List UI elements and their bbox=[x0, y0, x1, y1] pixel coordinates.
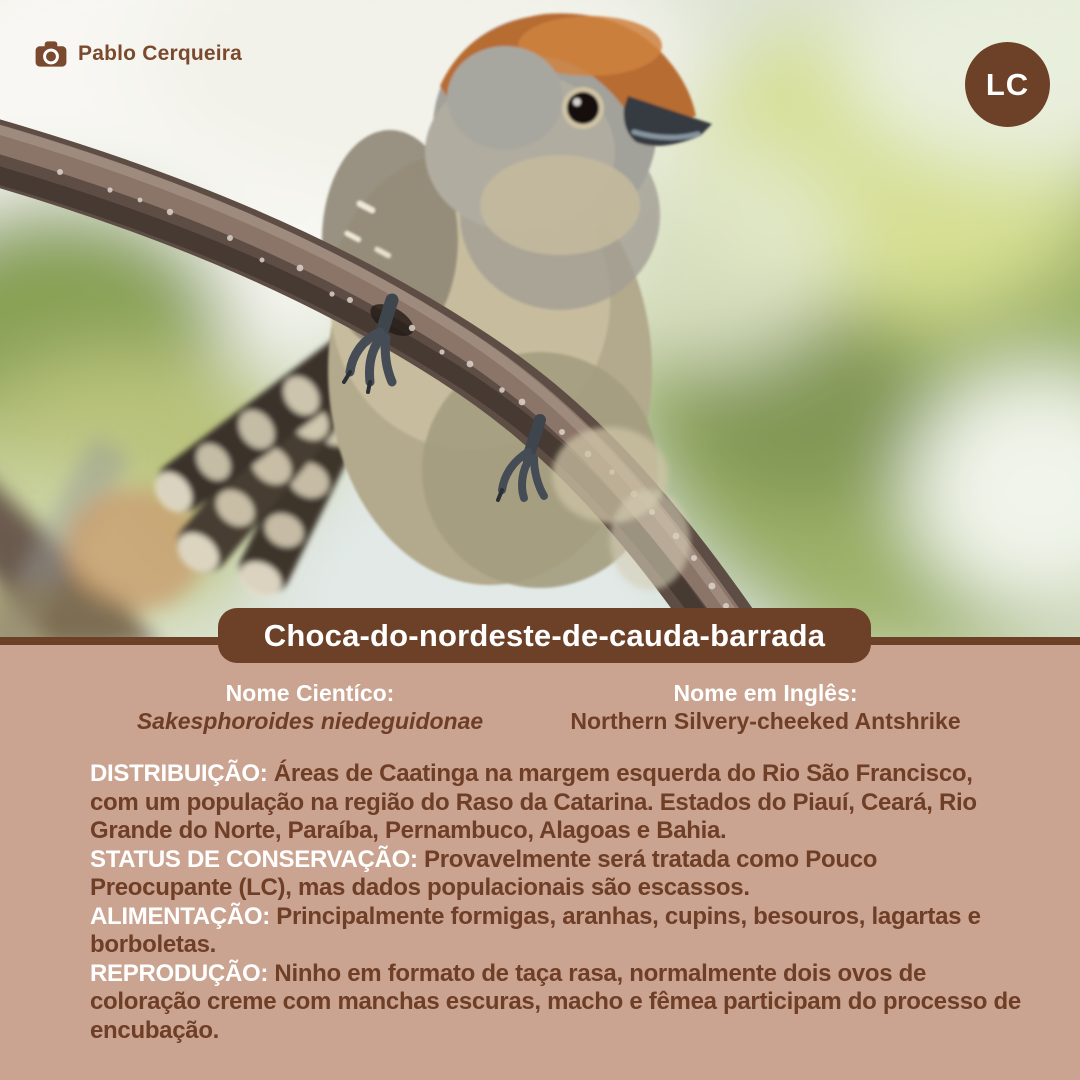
photo-credit bbox=[34, 40, 242, 68]
section-2-label: ALIMENTAÇÃO: bbox=[90, 902, 270, 930]
title-banner bbox=[218, 608, 871, 663]
section-2 bbox=[90, 903, 1022, 960]
section-1-text: Provavelmente será tratada como Pouco Preocupante (LC), mas dados populacionais são escassos. bbox=[90, 845, 878, 901]
english-name-block bbox=[538, 679, 993, 735]
section-0-label: DISTRIBUIÇÃO: bbox=[90, 760, 268, 787]
section-3-label: REPRODUÇÃO: bbox=[90, 959, 269, 987]
bird-common-name: Choca-do-nordeste-de-cauda-barrada bbox=[263, 617, 826, 653]
english-name-label: Nome em Inglês: bbox=[673, 680, 858, 706]
section-2-text: Principalmente formigas, aranhas, cupins, besouros, lagartas e borboletas. bbox=[90, 902, 981, 958]
info-sections bbox=[90, 760, 1022, 1045]
section-3 bbox=[90, 960, 1022, 1046]
section-3-text: Ninho em formato de taça rasa, normalmente dois ovos de coloração creme com manchas escuras, macho e fêmea participam do processo de encubação. bbox=[90, 959, 1021, 1044]
scientific-name-block bbox=[80, 679, 540, 735]
section-0-text: Áreas de Caatinga na margem esquerda do Rio São Francisco, com um população na região do Raso da Catarina. Estados do Piauí, Ceará, Rio Grande do Norte, Paraíba, Pernambuco, Alagoas e Bahia. bbox=[90, 760, 977, 844]
conservation-status-label: LC bbox=[985, 66, 1030, 102]
camera-icon bbox=[34, 40, 68, 68]
section-1-label: STATUS DE CONSERVAÇÃO: bbox=[90, 845, 418, 873]
section-0 bbox=[90, 760, 1022, 846]
english-name-value: Northern Silvery-cheeked Antshrike bbox=[570, 708, 961, 734]
scientific-name-label: Nome Cientíco: bbox=[225, 680, 395, 706]
scientific-name-value: Sakesphoroides niedeguidonae bbox=[136, 708, 484, 734]
conservation-status-badge bbox=[965, 42, 1050, 127]
photo-credit-name: Pablo Cerqueira bbox=[78, 42, 243, 65]
section-1 bbox=[90, 846, 1022, 903]
